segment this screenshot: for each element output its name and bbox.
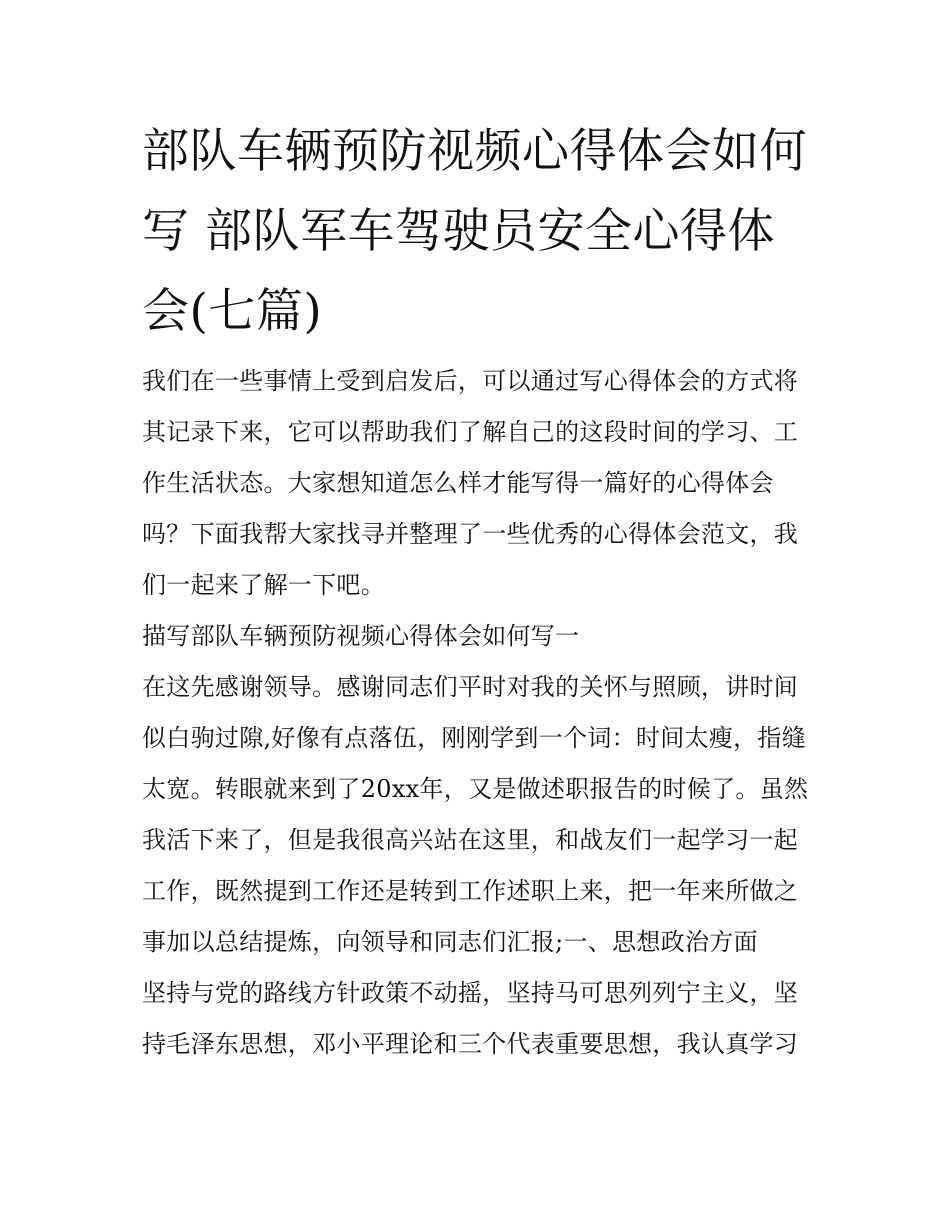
- paragraph-body-1: 在这先感谢领导。感谢同志们平时对我的关怀与照顾，讲时间似白驹过隙,好像有点落伍，刚刚学到一个词：时间太瘦，指缝太宽。转眼就来到了20xx年，又是做述职报告的时候了。虽然我活下来了，但是我很高兴站在这里，和战友们一起学习一起工作，既然提到工作还是转到工作述职上来，把一年来所做之事加以总结提炼，向领导和同志们汇报;一、思想政治方面: [142, 673, 809, 956]
- document-title: 部队车辆预防视频心得体会如何写 部队军车驾驶员安全心得体会(七篇): [142, 124, 807, 339]
- paragraph-intro: 我们在一些事情上受到启发后，可以通过写心得体会的方式将其记录下来，它可以帮助我们了解自己的这段时间的学习、工作生活状态。大家想知道怎么样才能写得一篇好的心得体会吗？下面我帮大家找寻并整理了一些优秀的心得体会范文，我们一起来了解一下吧。: [142, 367, 799, 599]
- document-page: [142, 112, 814, 1070]
- paragraph-section-heading: 描写部队车辆预防视频心得体会如何写一: [142, 622, 580, 650]
- paragraph-body-2: 坚持与党的路线方针政策不动摇，坚持马可思列列宁主义，坚持毛泽东思想，邓小平理论和三个代表重要思想，我认真学习: [142, 979, 799, 1058]
